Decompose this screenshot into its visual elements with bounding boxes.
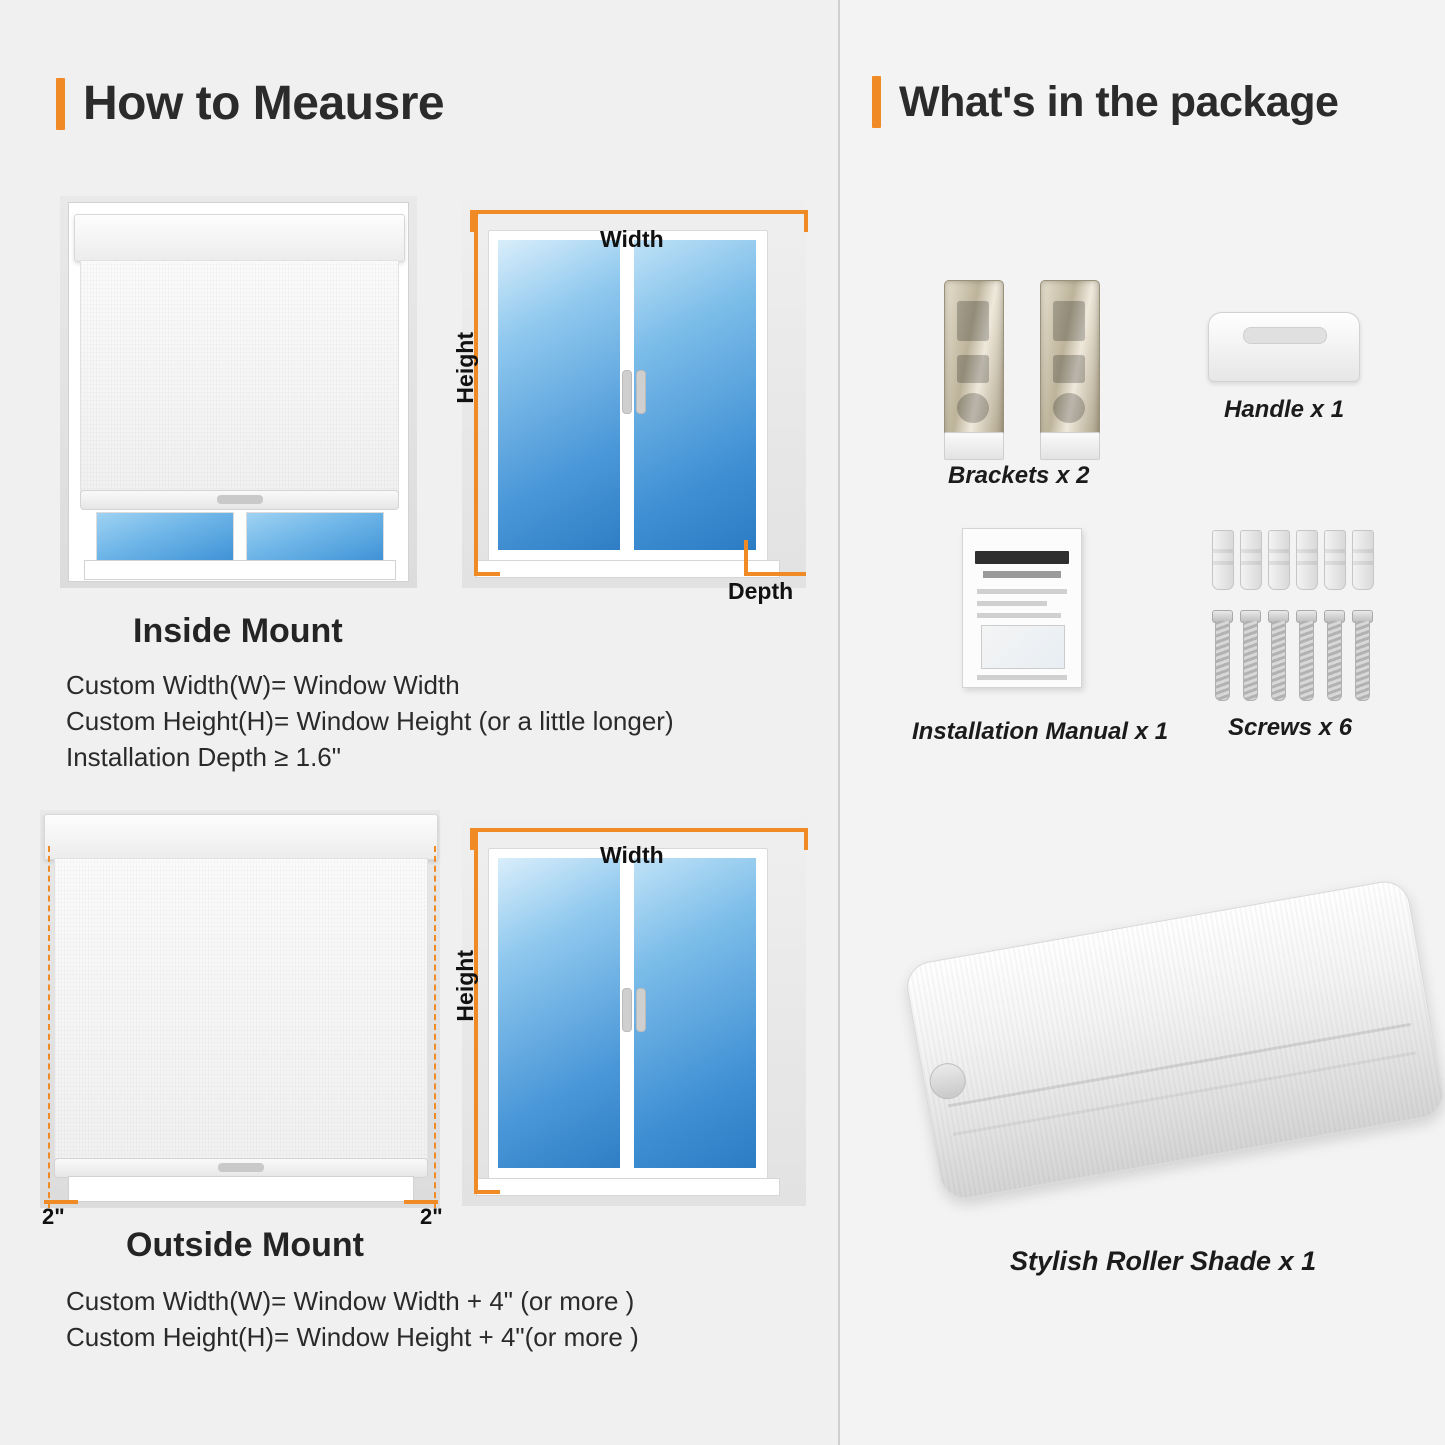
outside-spec-line-1: Custom Width(W)= Window Width + 4" (or more ) xyxy=(66,1286,635,1316)
outside-mount-measure-window xyxy=(462,818,806,1206)
inside-mount-shade-illustration xyxy=(60,196,417,588)
wall-anchor-icon xyxy=(1296,530,1318,590)
outside-left-overhang-guide xyxy=(48,846,50,1208)
outside-height-label: Height xyxy=(452,950,478,1022)
inside-spec-line-1: Custom Width(W)= Window Width xyxy=(66,670,460,700)
heading-accent-bar xyxy=(872,76,881,128)
roller-shade-label: Stylish Roller Shade x 1 xyxy=(1010,1246,1317,1276)
bracket-foot xyxy=(1040,432,1100,460)
outside-overhang-label-left: 2" xyxy=(42,1204,65,1229)
window-sill xyxy=(476,1178,780,1196)
outside-mount-shade-illustration xyxy=(40,810,440,1208)
handle-icon xyxy=(1208,312,1360,382)
window-glass-right xyxy=(246,512,384,562)
window-handle-right xyxy=(636,988,646,1032)
inside-depth-label: Depth xyxy=(728,578,794,604)
inside-spec-line-3: Installation Depth ≥ 1.6" xyxy=(66,742,341,772)
inside-spec-line-2: Custom Height(H)= Window Height (or a little longer) xyxy=(66,706,674,736)
wall-anchor-icon xyxy=(1352,530,1374,590)
window-sill xyxy=(84,560,396,580)
window-glass-left xyxy=(96,512,234,562)
manual-subtitle-bar xyxy=(983,571,1061,578)
outside-width-measure-line xyxy=(470,828,808,832)
left-heading xyxy=(56,76,444,131)
wall-anchor-icon xyxy=(1324,530,1346,590)
window-sill xyxy=(476,560,780,578)
shade-bottom-bar xyxy=(54,1158,428,1178)
outside-right-overhang-guide xyxy=(434,846,436,1208)
inside-height-label: Height xyxy=(452,332,478,404)
screws-label: Screws x 6 xyxy=(1228,714,1353,741)
inside-mount-title: Inside Mount xyxy=(133,612,343,650)
bracket-foot xyxy=(944,432,1004,460)
window-pane-left xyxy=(498,240,620,550)
window-handle-right xyxy=(636,370,646,414)
handle-label: Handle x 1 xyxy=(1224,396,1345,423)
outside-mount-title: Outside Mount xyxy=(126,1226,364,1264)
screw-icon xyxy=(1270,610,1285,700)
shade-bottom-bar xyxy=(80,490,399,510)
screw-icon xyxy=(1214,610,1229,700)
left-heading-text: How to Meausre xyxy=(83,77,445,130)
manual-icon xyxy=(962,528,1082,688)
window-pane-right xyxy=(634,240,756,550)
manual-label: Installation Manual x 1 xyxy=(912,718,1169,745)
bracket-hole xyxy=(1053,393,1085,423)
inside-depth-measure-line-h xyxy=(744,572,806,576)
manual-title-bar xyxy=(975,551,1069,564)
inside-width-tick-right xyxy=(804,210,808,232)
inside-mount-measure-window xyxy=(462,200,806,588)
bracket-slot xyxy=(1053,355,1085,383)
outside-spec-line-2: Custom Height(H)= Window Height + 4"(or more ) xyxy=(66,1322,639,1352)
manual-text-row xyxy=(977,601,1047,606)
wall-anchor-icon xyxy=(1240,530,1262,590)
window-pane-left xyxy=(498,858,620,1168)
brackets-label: Brackets x 2 xyxy=(948,462,1090,489)
shade-fabric xyxy=(80,260,399,494)
window-handle-left xyxy=(622,370,632,414)
bracket-hole xyxy=(957,393,989,423)
bracket-slot xyxy=(957,301,989,341)
screw-icon xyxy=(1354,610,1369,700)
outside-height-tick-bottom xyxy=(474,1190,500,1194)
shade-pull-handle xyxy=(218,1163,264,1172)
manual-text-row xyxy=(977,589,1067,594)
inside-width-label: Width xyxy=(600,226,664,252)
outside-width-label: Width xyxy=(600,842,664,868)
heading-accent-bar xyxy=(56,78,65,130)
manual-text-row xyxy=(977,675,1067,680)
right-heading-text: What's in the package xyxy=(899,77,1339,126)
inside-depth-measure-line xyxy=(744,540,748,576)
screw-icon xyxy=(1242,610,1257,700)
inside-width-measure-line xyxy=(470,210,808,214)
outside-width-tick-right xyxy=(804,828,808,850)
shade-headrail xyxy=(44,814,438,860)
bracket-slot xyxy=(1053,301,1085,341)
manual-text-row xyxy=(977,613,1061,618)
window-sill xyxy=(68,1176,414,1202)
screw-icon xyxy=(1326,610,1341,700)
wall-anchor-icon xyxy=(1268,530,1290,590)
manual-illustration xyxy=(981,625,1065,669)
right-heading xyxy=(872,76,1338,128)
wall-anchor-icon xyxy=(1212,530,1234,590)
shade-fabric xyxy=(54,858,428,1160)
handle-grip-hole xyxy=(1243,327,1327,344)
panel-divider xyxy=(838,0,840,1445)
bracket-icon xyxy=(944,280,1004,442)
bracket-icon xyxy=(1040,280,1100,442)
screw-icon xyxy=(1298,610,1313,700)
outside-overhang-label-right: 2" xyxy=(420,1204,443,1229)
shade-headrail xyxy=(74,214,405,262)
window-handle-left xyxy=(622,988,632,1032)
bracket-slot xyxy=(957,355,989,383)
shade-pull-handle xyxy=(217,495,263,504)
window-pane-right xyxy=(634,858,756,1168)
inside-height-tick-bottom xyxy=(474,572,500,576)
